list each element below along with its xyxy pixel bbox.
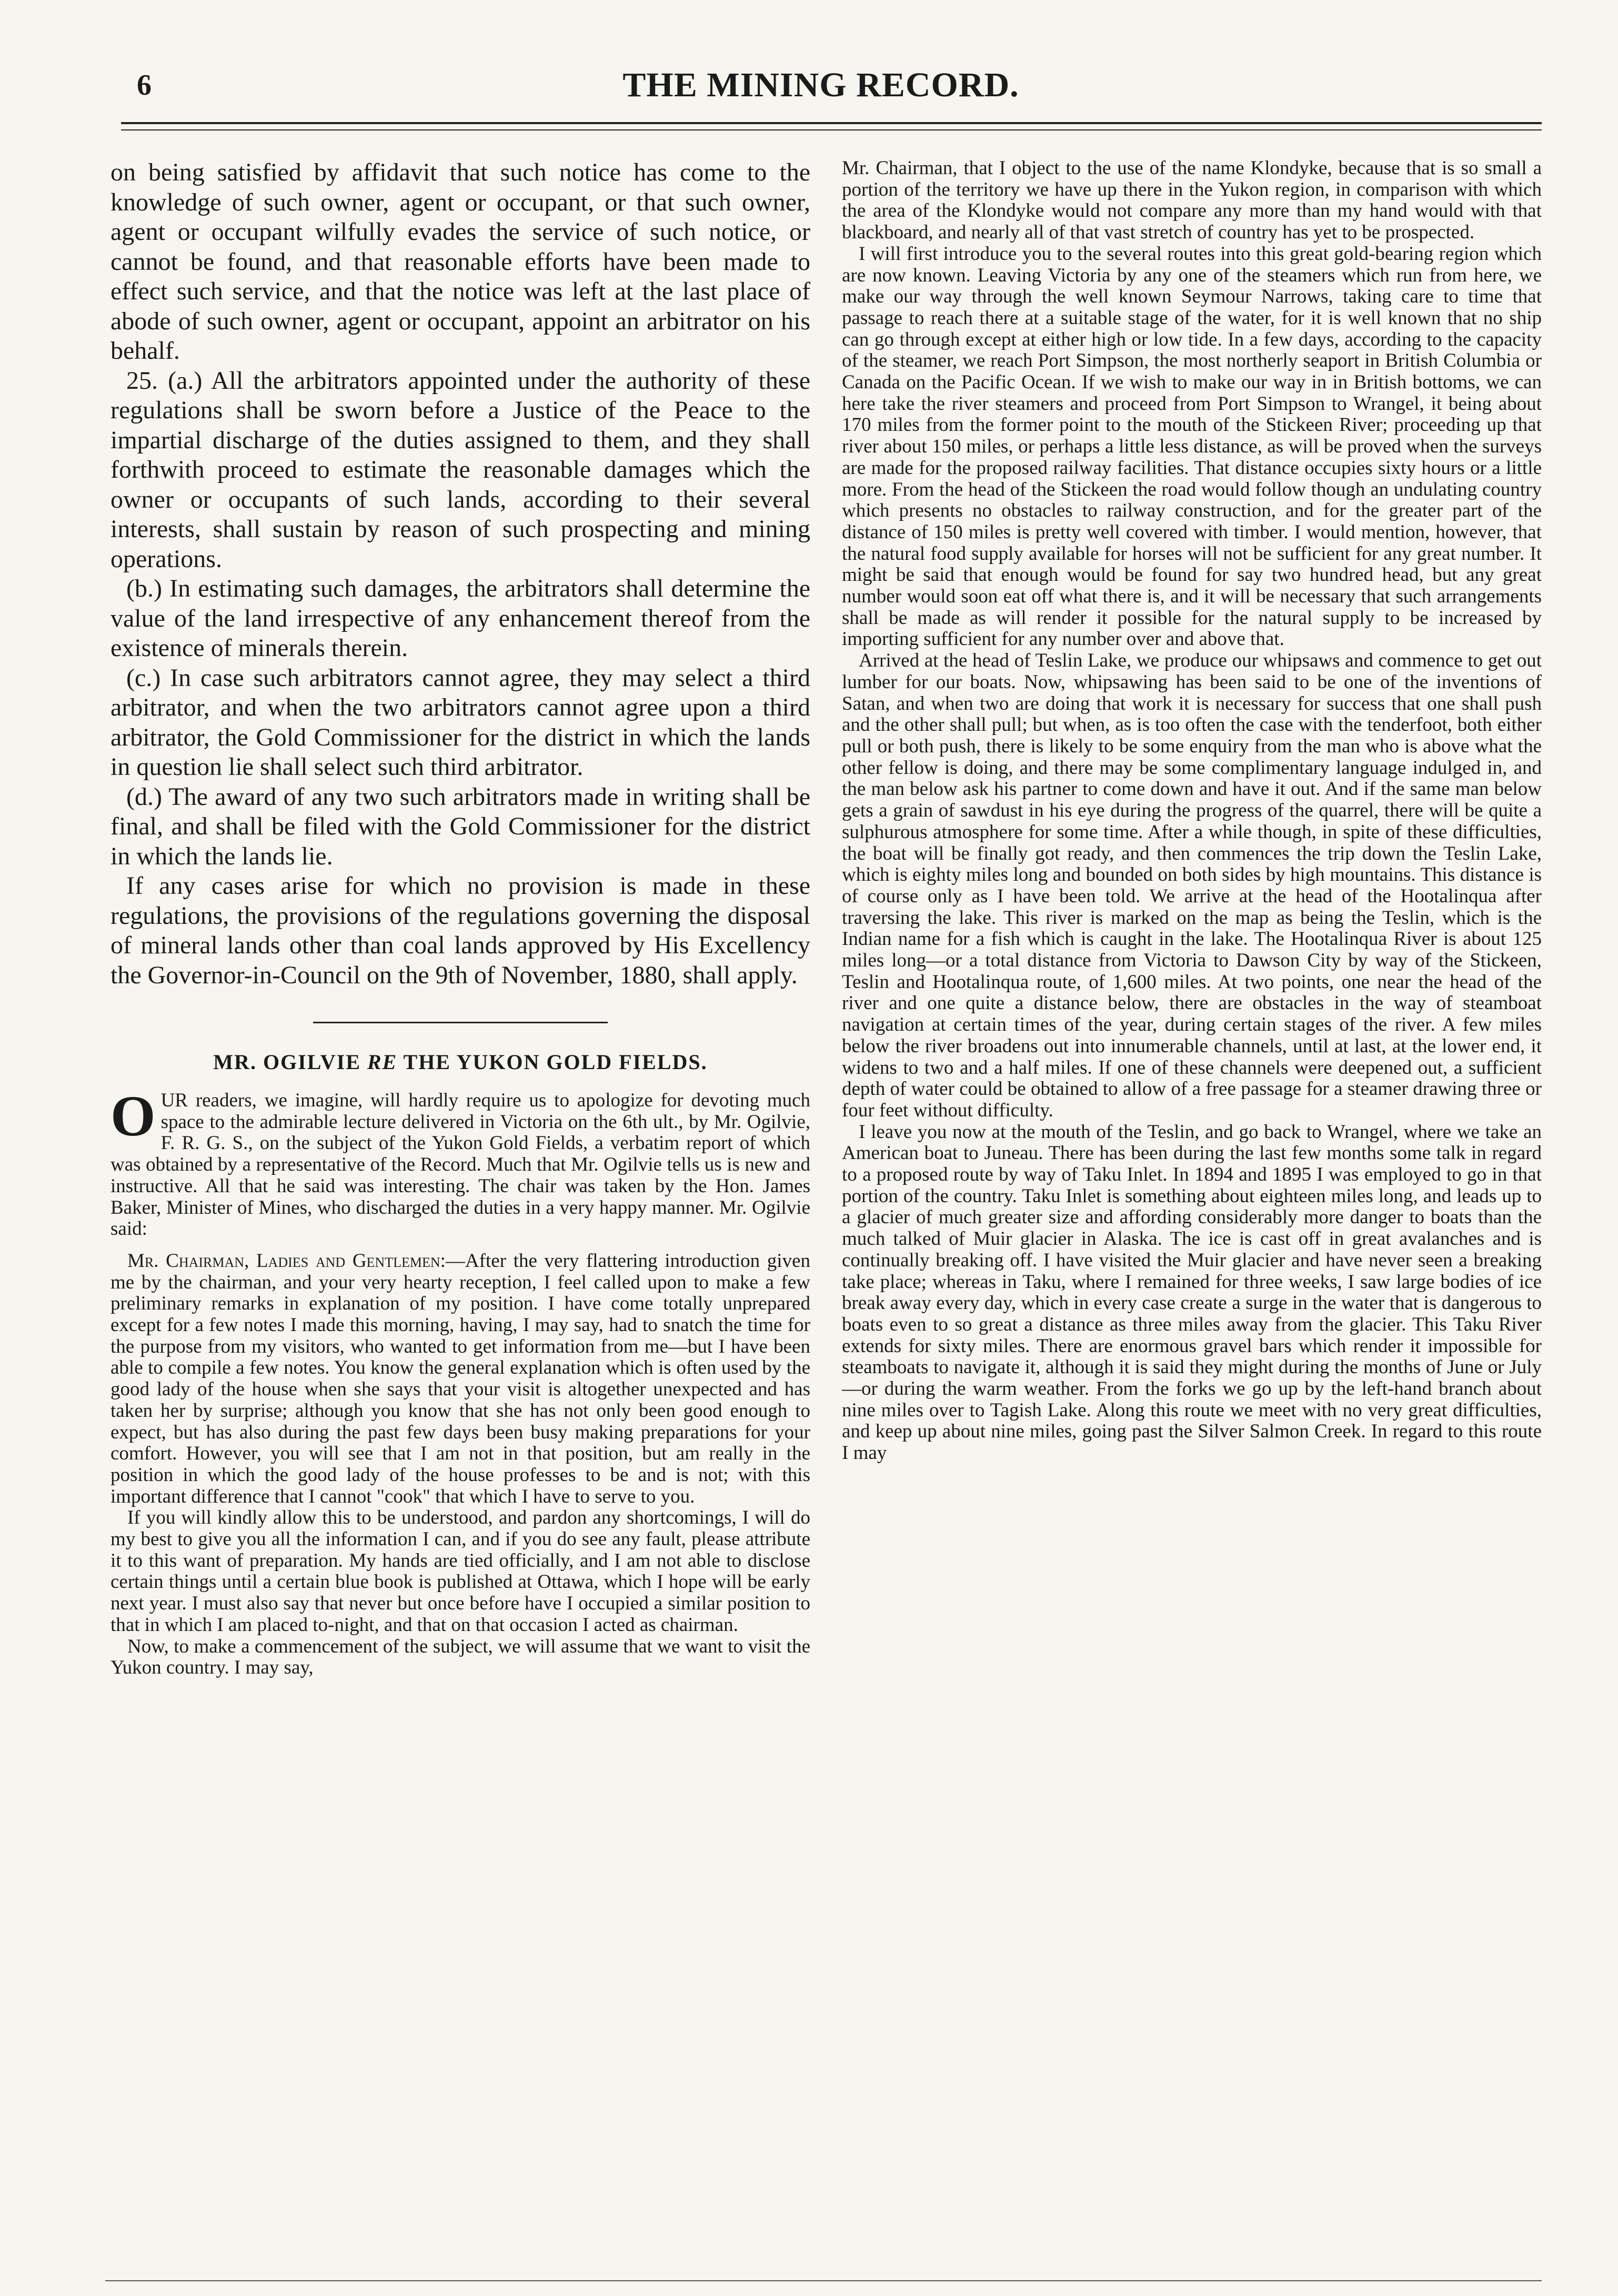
drop-cap: O [110, 1084, 156, 1148]
speech-paragraph [110, 1251, 810, 1507]
section-title-prefix: MR. OGILVIE [213, 1050, 361, 1074]
speech-salutation: Mr. Chairman, Ladies and Gentlemen: [127, 1250, 446, 1272]
speech-paragraph: I will first introduce you to the several routes into this great gold-bearing region which are now known. Leaving Victoria by any one of the steamers which run from here, we make our way through the well known Seymour Narrows, taking care to time that passage to reach there at a suitable stage of the water, for it is well known that no ship can go through except at either high or low tide. In a few days, according to the capacity of the steamer, we reach Port Simpson, the most northerly seaport in British Columbia or Canada on the Pacific Ocean. If we wish to make our way in in British bottoms, we can here take the river steamers and proceed from Port Simpson to Wrangel, it being about 170 miles from the former point to the mouth of the Stickeen River; proceeding up that river about 150 miles, or perhaps a little less distance, as will be proved when the surveys are made for the proposed railway facilities. That distance occupies sixty hours or a little more. From the head of the Stickeen the road would follow though an undulating country which presents no obstacles to railway construction, and for the greater part of the distance of 150 miles is pretty well covered with timber. I would mention, however, that the natural food supply available for horses will not be sufficient for any great number. It might be said that enough would be found for say two hundred head, but any great number would soon eat off what there is, and it will be necessary that such arrangements shall be made as will render it possible for the natural supply to be increased by importing sufficient for any number over and above that. [842, 243, 1542, 650]
speech-paragraph: I leave you now at the mouth of the Teslin, and go back to Wrangel, where we take an American boat to Juneau. There has been during the last few months some talk in regard to a proposed route by way of Taku Inlet. In 1894 and 1895 I was employed to go in that portion of the country. Taku Inlet is something about eighteen miles long, and leads up to a glacier of much greater size and affording considerably more danger to boats than the much talked of Muir glacier in Alaska. The ice is cast off in great avalanches and is continually breaking off. I have visited the Muir glacier and have never seen a breaking take place; whereas in Taku, where I remained for three weeks, I saw large bodies of ice break away every day, which in every case create a surge in the water that is dangerous to boats even to so great a distance as three miles away from the glacier. This Taku River extends for sixty miles. There are enormous gravel bars which render it impossible for steamboats to navigate it, although it is said they might during the months of June or July—or during the warm weather. From the forks we go up by the left-hand branch about nine miles over to Tagish Lake. Along this route we meet with no very great difficulties, and keep up about nine miles, going past the Silver Salmon Creek. In regard to this route I may [842, 1121, 1542, 1464]
publication-title: THE MINING RECORD. [622, 66, 1019, 104]
regulation-paragraph: (b.) In estimating such damages, the arbitrators shall determine the value of the land irrespective of any enhancement thereof from the existence of minerals therein. [110, 575, 810, 662]
right-column [842, 158, 1542, 1464]
regulation-paragraph: (c.) In case such arbitrators cannot agree, they may select a third arbitrator, and when the two arbitrators cannot agree upon a third arbitrator, the Gold Commissioner for the district in which the lands in question lie shall select such third arbitrator. [110, 663, 810, 781]
section-title-suffix: THE YUKON GOLD FIELDS. [403, 1050, 708, 1074]
page-header [105, 63, 1536, 121]
regulation-paragraph: (d.) The award of any two such arbitrators made in writing shall be final, and shall be filed with the Gold Commissioner for the district in which the lands lie. [110, 782, 810, 870]
section-divider [313, 1022, 608, 1023]
intro-text: UR readers, we imagine, will hardly require us to apologize for devoting much space to the admirable lecture delivered in Victoria on the 6th ult., by Mr. Ogilvie, F. R. G. S., on the subject of the Yukon Gold Fields, a verbatim report of which was obtained by a representative of the Record. Much that Mr. Ogilvie tells us is new and instructive. All that he said was interesting. The chair was taken by the Hon. James Baker, Minister of Mines, who discharged the duties in a very happy manner. Mr. Ogilvie said: [110, 1090, 810, 1240]
article-intro [110, 1084, 810, 1240]
bottom-rule [105, 2280, 1542, 2281]
regulation-paragraph: If any cases arise for which no provision is made in these regulations, the provisions of the regulations governing the disposal of mineral lands other than coal lands approved by His Excellency the Governor-in-Council on the 9th of November, 1880, shall apply. [110, 872, 810, 989]
section-title [110, 1050, 810, 1074]
regulation-paragraph: 25. (a.) All the arbitrators appointed under the authority of these regulations shall be sworn before a Justice of the Peace to the impartial discharge of the duties assigned to them, and they shall forthwith proceed to estimate the reasonable damages which the owner or occupants of such lands, according to their several interests, shall sustain by reason of such prospecting and mining operations. [110, 366, 810, 573]
regulation-paragraph: on being satisfied by affidavit that such notice has come to the knowledge of such owner, agent or occupant, or that such owner, agent or occupant wilfully evades the service of such notice, or cannot be found, and that reasonable efforts have been made to effect such service, and that the notice was left at the last place of abode of such owner, agent or occupant, appoint an arbitrator on his behalf. [110, 158, 810, 365]
speech-paragraph: If you will kindly allow this to be understood, and pardon any shortcomings, I will do my best to give you all the information I can, and if you do see any fault, please attribute it to this want of preparation. My hands are tied officially, and I am not able to disclose certain things until a certain blue book is published at Ottawa, which I hope will be early next year. I must also say that never but once before have I occupied a similar position to that in which I am placed to-night, and that on that occasion I acted as chairman. [110, 1507, 810, 1636]
speech-text: —After the very flattering introduction given me by the chairman, and your very hearty reception, I feel called upon to make a few preliminary remarks in explanation of my position. I have come totally unprepared except for a few notes I made this morning, having, I may say, had to snatch the time for the purpose from my visitors, who wanted to get information from me—but I have been able to compile a few notes. You know the general explanation which is often used by the good lady of the house when she says that your visit is altogether unexpected and has taken her by surprise; although you know that she has not only been good enough to expect, but has also during the past few days been busy making preparations for your comfort. However, you will see that I am not in that position, but am really in the position in which the good lady of the house professes to be and is not; with this important difference that I cannot "cook" that which I have to serve to you. [110, 1250, 810, 1507]
left-column [110, 158, 810, 1679]
speech-paragraph: Arrived at the head of Teslin Lake, we produce our whipsaws and commence to get out lumber for our boats. Now, whipsawing has been said to be one of the inventions of Satan, and when two are doing that work it is necessary for success that one shall push and the other shall pull; but when, as is too often the case with the tenderfoot, both either pull or both push, there is likely to be some enquiry from the man who is above what the other fellow is doing, and there may be some complimentary language indulged in, and the man below ask his partner to come down and have it out. And if the same man below gets a grain of sawdust in his eye during the progress of the quarrel, there will be quite a sulphurous atmosphere for some time. After a while though, in spite of these difficulties, the boat will be finally got ready, and then commences the trip down the Teslin Lake, which is eighty miles long and bounded on both sides by high mountains. This distance is of course only as I have been told. We arrive at the head of the Hootalinqua after traversing the lake. This river is marked on the map as being the Teslin, which is the Indian name for a fish which is caught in the lake. The Hootalinqua River is about 125 miles long—or a total distance from Victoria to Dawson City by way of the Stickeen, Teslin and Hootalinqua route, of 1,600 miles. At two points, one near the head of the river and one quite a distance below, there are obstacles in the way of steamboat navigation at certain times of the year, during certain stages of the river. A few miles below the river broadens out into innumerable channels, until at last, at the lower end, it widens to two and a half miles. If one of these channels were deepened out, a sufficient depth of water could be obtained to allow of a free passage for a steamer drawing three or four feet without difficulty. [842, 650, 1542, 1121]
speech-paragraph: Mr. Chairman, that I object to the use of the name Klondyke, because that is so small a portion of the territory we have up there in the Yukon region, in comparison with which the area of the Klondyke would not compare any more than my hand would with that blackboard, and nearly all of that vast stretch of country has yet to be prospected. [842, 157, 1542, 244]
section-title-italic: RE [367, 1050, 398, 1074]
speech-paragraph: Now, to make a commencement of the subject, we will assume that we want to visit the Yukon country. I may say, [110, 1635, 810, 1679]
page-number: 6 [137, 69, 152, 102]
header-rule [121, 122, 1542, 130]
